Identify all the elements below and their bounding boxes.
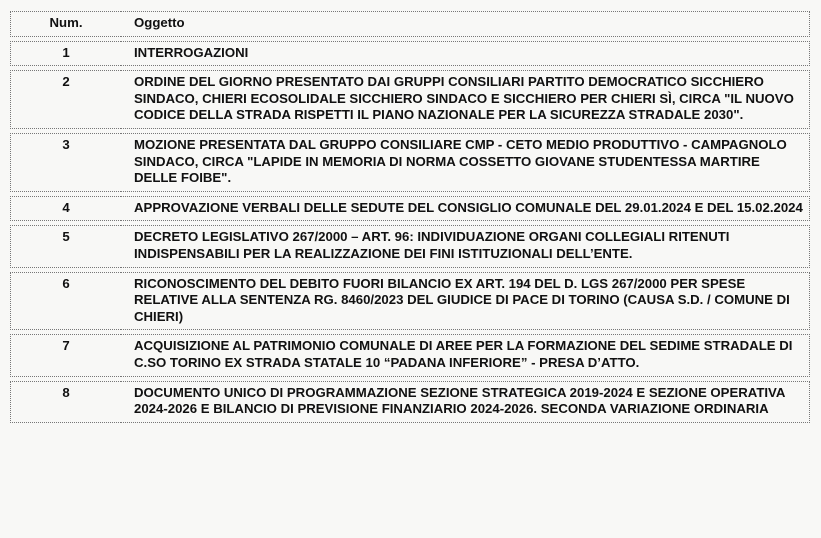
table-row bbox=[10, 225, 810, 267]
item-subject: INTERROGAZIONI bbox=[121, 41, 810, 67]
item-subject: APPROVAZIONE VERBALI DELLE SEDUTE DEL CONSIGLIO COMUNALE DEL 29.01.2024 E DEL 15.02.2024 bbox=[121, 196, 810, 222]
item-number: 2 bbox=[10, 70, 121, 129]
item-subject: MOZIONE PRESENTATA DAL GRUPPO CONSILIARE CMP - CETO MEDIO PRODUTTIVO - CAMPAGNOLO SINDACO, CIRCA "LAPIDE IN MEMORIA DI NORMA COSSETTO GIOVANE STUDENTESSA MARTIRE DELLE FOIBE". bbox=[121, 133, 810, 192]
table-row bbox=[10, 334, 810, 376]
item-subject: RICONOSCIMENTO DEL DEBITO FUORI BILANCIO EX ART. 194 DEL D. LGS 267/2000 PER SPESE RELATIVE ALLA SENTENZA RG. 8460/2023 DEL GIUDICE DI PACE DI TORINO (CAUSA S.D. / COMUNE DI CHIERI) bbox=[121, 272, 810, 331]
agenda-table bbox=[10, 7, 810, 427]
table-row bbox=[10, 70, 810, 129]
item-number: 4 bbox=[10, 196, 121, 222]
item-subject: DOCUMENTO UNICO DI PROGRAMMAZIONE SEZIONE STRATEGICA 2019-2024 E SEZIONE OPERATIVA 2024-2026 E BILANCIO DI PREVISIONE FINANZIARIO 2024-2026. SECONDA VARIAZIONE ORDINARIA bbox=[121, 381, 810, 423]
item-number: 3 bbox=[10, 133, 121, 192]
table-row bbox=[10, 381, 810, 423]
item-subject: ACQUISIZIONE AL PATRIMONIO COMUNALE DI AREE PER LA FORMAZIONE DEL SEDIME STRADALE DI C.SO TORINO EX STRADA STATALE 10 “PADANA INFERIORE” - PRESA D’ATTO. bbox=[121, 334, 810, 376]
item-subject: ORDINE DEL GIORNO PRESENTATO DAI GRUPPI CONSILIARI PARTITO DEMOCRATICO SICCHIERO SINDACO, CHIERI ECOSOLIDALE SICCHIERO SINDACO E SICCHIERO PER CHIERI SÌ, CIRCA "IL NUOVO CODICE DELLA STRADA RISPETTI IL PIANO NAZIONALE PER LA SICUREZZA STRADALE 2030". bbox=[121, 70, 810, 129]
item-number: 6 bbox=[10, 272, 121, 331]
item-number: 1 bbox=[10, 41, 121, 67]
column-header-num: Num. bbox=[10, 11, 121, 37]
table-row bbox=[10, 41, 810, 67]
item-subject: DECRETO LEGISLATIVO 267/2000 – ART. 96: INDIVIDUAZIONE ORGANI COLLEGIALI RITENUTI INDISPENSABILI PER LA REALIZZAZIONE DEI FINI ISTITUZIONALI DELL’ENTE. bbox=[121, 225, 810, 267]
table-row bbox=[10, 133, 810, 192]
item-number: 8 bbox=[10, 381, 121, 423]
item-number: 7 bbox=[10, 334, 121, 376]
column-header-subject: Oggetto bbox=[121, 11, 810, 37]
table-row bbox=[10, 272, 810, 331]
table-row bbox=[10, 196, 810, 222]
item-number: 5 bbox=[10, 225, 121, 267]
table-header-row bbox=[10, 11, 810, 37]
